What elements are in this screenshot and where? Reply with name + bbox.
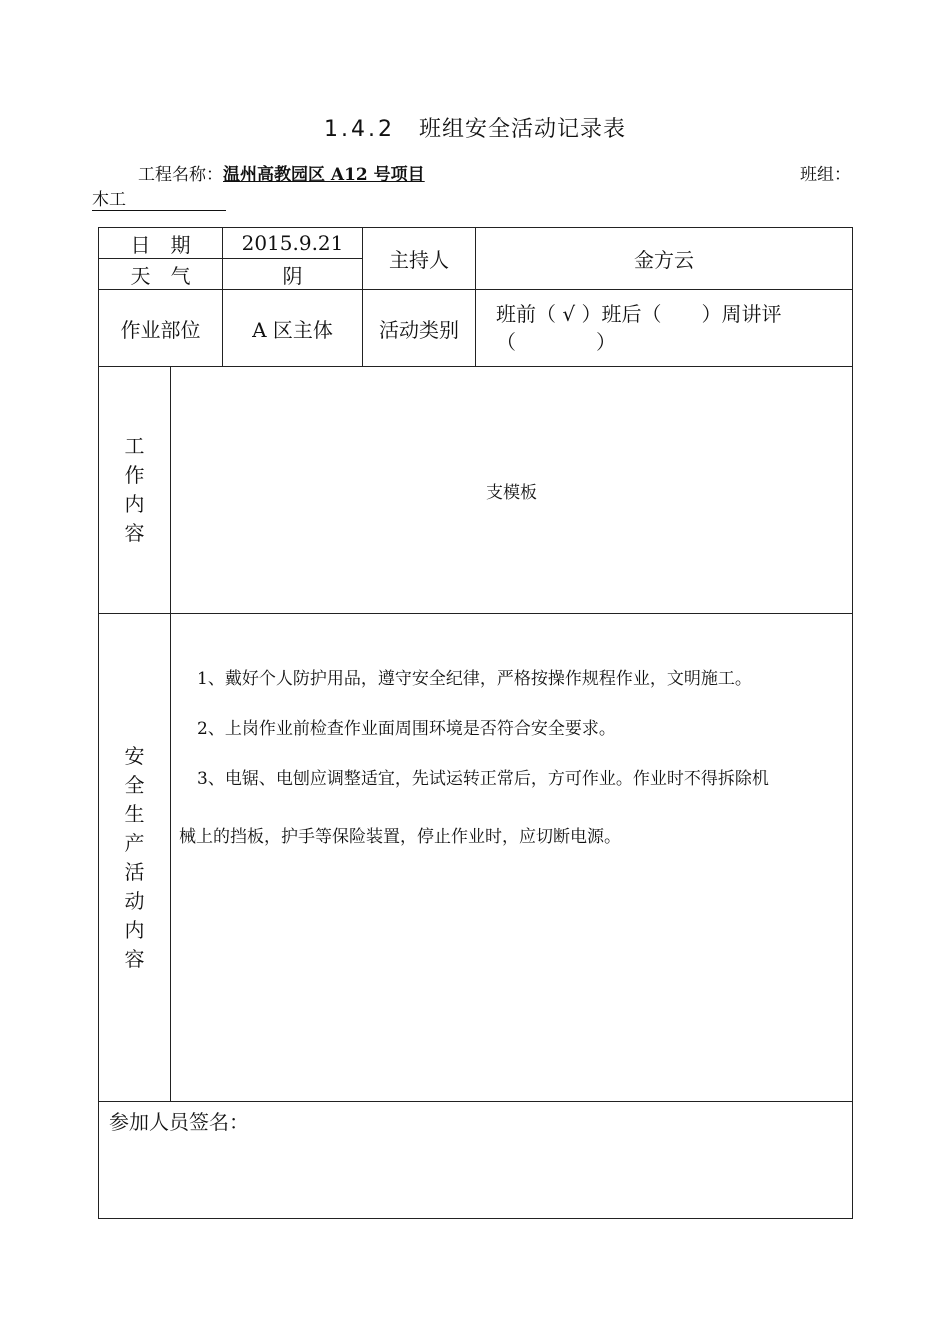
weather-label: 天 气 xyxy=(99,259,223,290)
safety-label-char: 全 xyxy=(124,772,145,797)
safety-label-char: 活 xyxy=(124,859,145,884)
safety-content-value xyxy=(171,614,853,1102)
title-text: 班组安全活动记录表 xyxy=(418,117,626,142)
safety-label-char: 动 xyxy=(124,888,145,913)
page-title xyxy=(0,112,950,143)
work-content-label xyxy=(99,367,171,614)
signature-label: 参加人员签名： xyxy=(109,1110,249,1134)
project-label: 工程名称： xyxy=(138,165,223,185)
activity-record-table xyxy=(98,227,853,1219)
weather-value: 阴 xyxy=(223,259,363,290)
activity-type-label: 活动类别 xyxy=(363,290,476,367)
safety-item: 3、电锯、电刨应调整适宜，先试运转正常后，方可作业。作业时不得拆除机 xyxy=(197,769,769,789)
signature-area xyxy=(99,1102,853,1219)
safety-item: 2、上岗作业前检查作业面周围环境是否符合安全要求。 xyxy=(197,719,616,739)
date-value: 2015.9.21 xyxy=(223,228,363,259)
location-value: A 区主体 xyxy=(223,290,363,367)
work-content-label-char: 内 xyxy=(124,492,145,516)
host-label: 主持人 xyxy=(363,228,476,290)
safety-label-char: 生 xyxy=(124,801,145,826)
safety-item: 1、戴好个人防护用品，遵守安全纪律，严格按操作规程作业，文明施工。 xyxy=(197,669,752,689)
project-line xyxy=(138,160,447,185)
safety-label-char: 容 xyxy=(124,946,145,971)
title-number: 1.4.2 xyxy=(324,117,395,142)
team-value: 木工 xyxy=(92,190,226,211)
safety-label-char: 内 xyxy=(124,917,145,942)
safety-label-char: 安 xyxy=(124,743,145,768)
date-label: 日 期 xyxy=(99,228,223,259)
work-content-label-char: 作 xyxy=(124,463,145,487)
location-label: 作业部位 xyxy=(99,290,223,367)
project-value: 温州高教园区 A12 号项目 xyxy=(223,165,425,185)
team-label: 班组： xyxy=(800,165,851,185)
activity-type-value: 班前（ √ ）班后（ ）周讲评（ ） xyxy=(476,290,853,367)
safety-label-char: 产 xyxy=(124,830,145,855)
safety-item-continued: 械上的挡板，护手等保险装置，停止作业时，应切断电源。 xyxy=(179,827,621,847)
work-content-label-char: 工 xyxy=(124,434,145,458)
work-content-label-char: 容 xyxy=(124,521,145,545)
safety-content-label xyxy=(99,614,171,1102)
work-content-value: 支模板 xyxy=(171,367,853,614)
host-value: 金方云 xyxy=(476,228,853,290)
